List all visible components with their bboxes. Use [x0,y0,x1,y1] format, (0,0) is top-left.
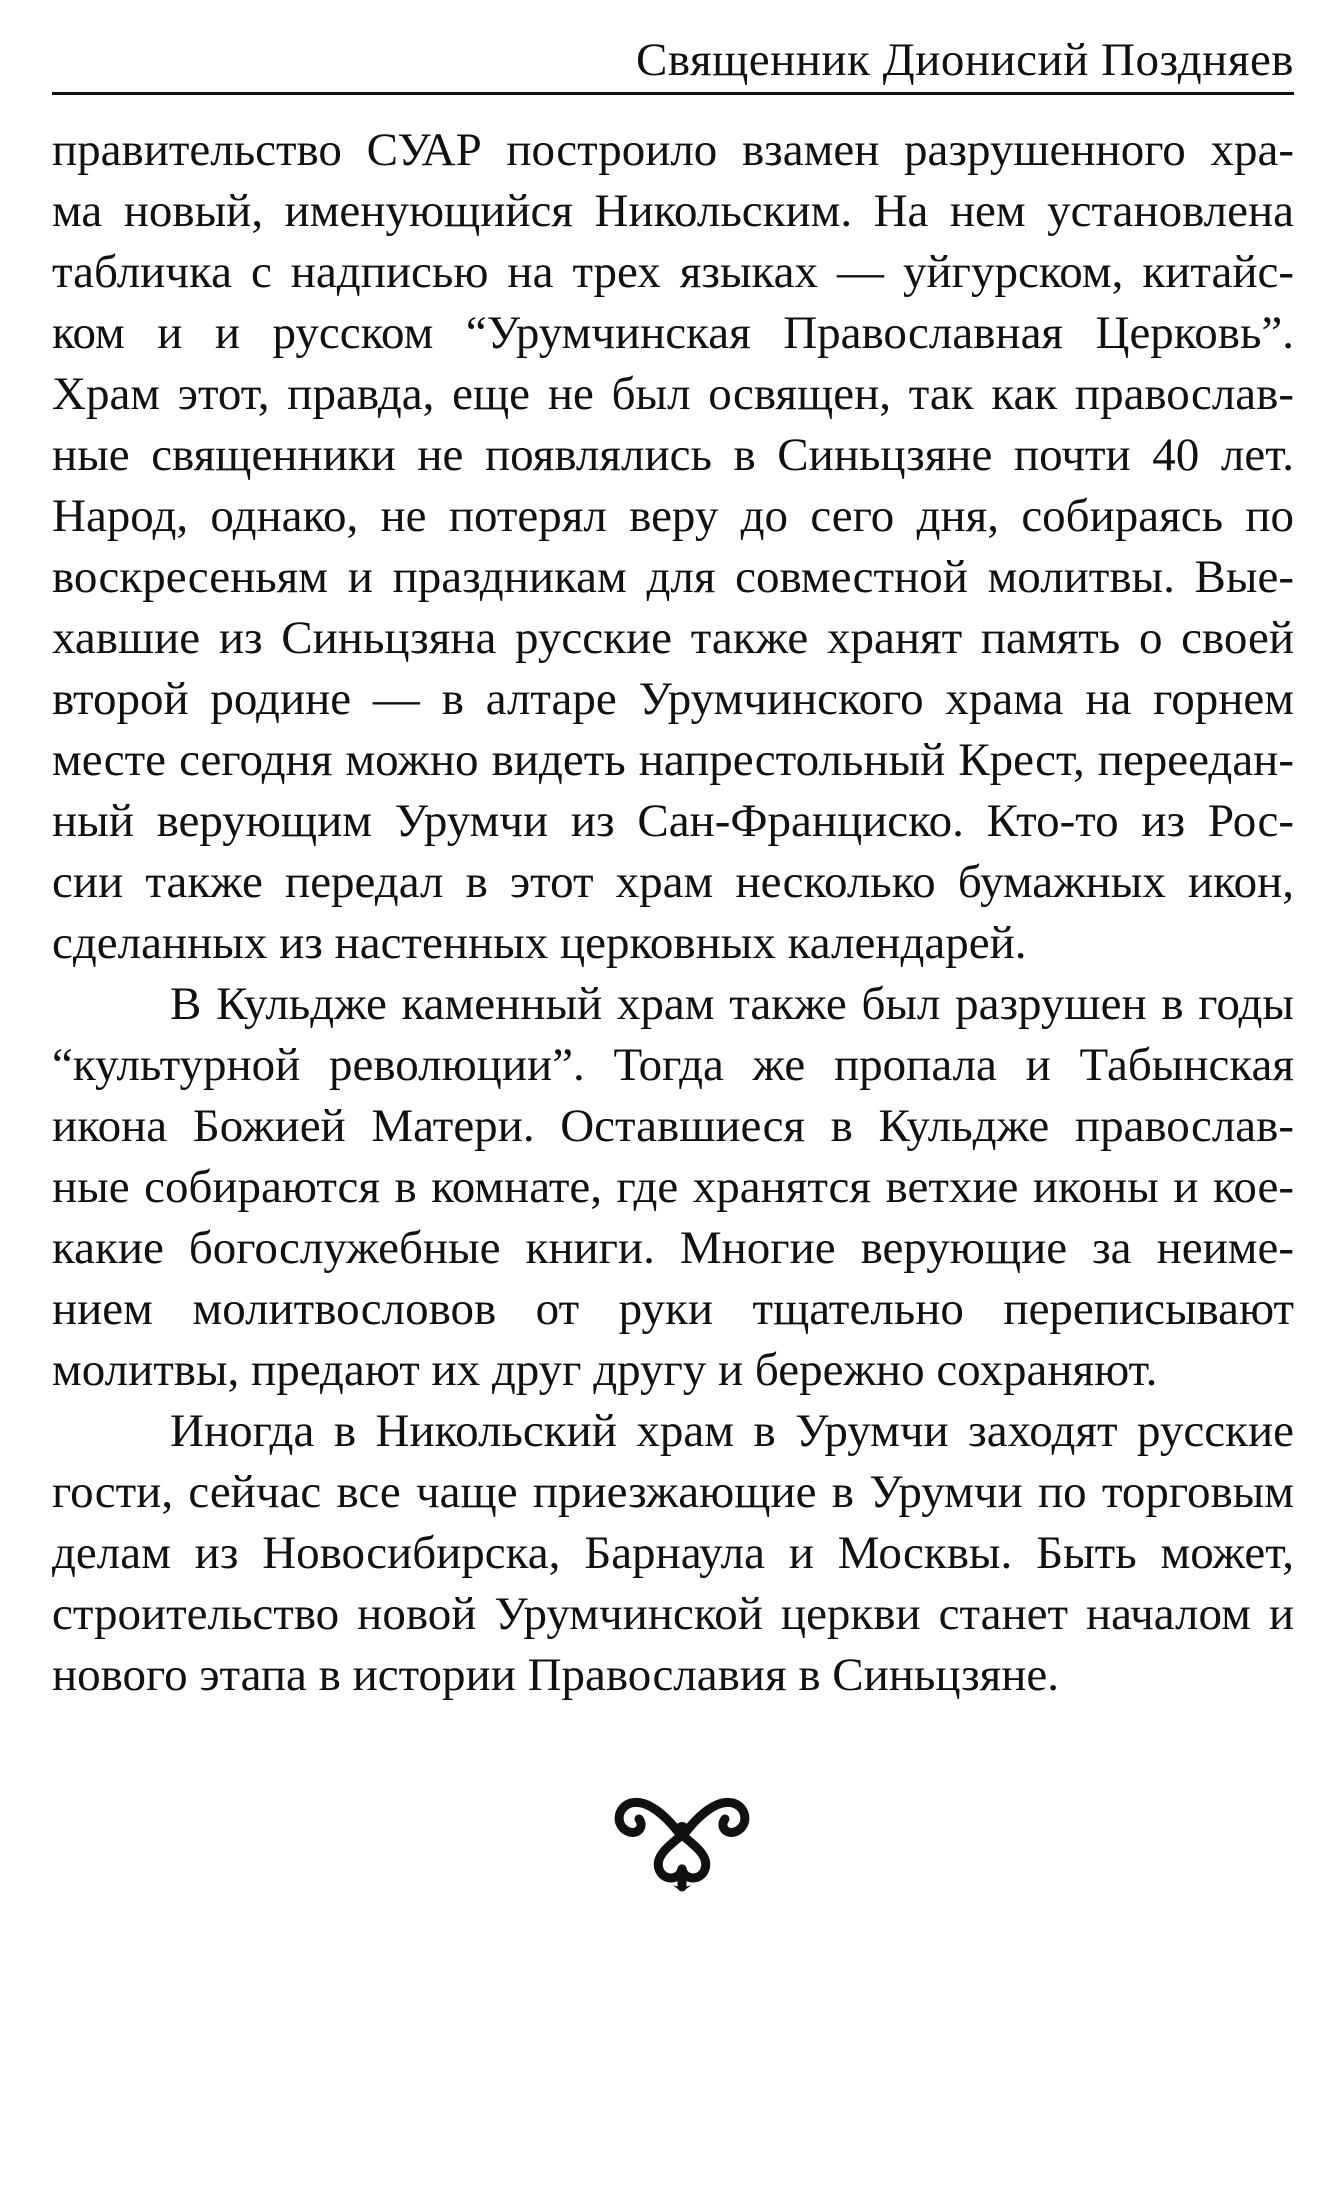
running-title: Священник Дионисий Поздняев [636,34,1294,86]
text-line: ные священники не появлялись в Синьцзяне почти 40 лет. [52,429,1294,481]
text-line: Народ, однако, не потерял веру до сего дня, собираясь по [52,490,1294,542]
paragraph-2 [52,974,1294,1401]
text-line: “культурной революции”. Тогда же пропала и Табынская [52,1039,1294,1091]
text-line: икона Божией Матери. Оставшиеся в Кульдже православ- [52,1100,1294,1152]
text-line: месте сегодня можно видеть напрестольный Крест, переедан- [52,734,1294,786]
text-line: воскресеньям и праздникам для совместной молитвы. Вые- [52,551,1294,603]
text-line: ные собираются в комнате, где хранятся ветхие иконы и кое- [52,1161,1294,1213]
text-line: молитвы, предают их друг другу и бережно сохраняют. [52,1344,1158,1396]
text-line: ком и и русском “Урумчинская Православная Церковь”. [52,307,1294,359]
paragraph-3 [52,1401,1294,1706]
text-line: табличка с надписью на трех языках — уйгурском, китайс- [52,246,1294,298]
text-line: делам из Новосибирска, Барнаула и Москвы. Быть может, [52,1527,1294,1579]
fleuron-ornament-icon [607,1785,757,1895]
body-text [52,120,1294,1706]
text-line: какие богослужебные книги. Многие верующие за неиме- [52,1222,1294,1274]
text-line: сделанных из настенных церковных календарей. [52,917,1027,969]
text-line: Храм этот, правда, еще не был освящен, так как православ- [52,368,1294,420]
text-line: правительство СУАР построило взамен разрушенного хра- [52,124,1294,176]
text-line: Иногда в Никольский храм в Урумчи заходят русские [170,1405,1294,1457]
text-line: нием молитвословов от руки тщательно переписывают [52,1283,1294,1335]
text-line: В Кульдже каменный храм также был разрушен в годы [170,978,1294,1030]
text-line: сии также передал в этот храм несколько бумажных икон, [52,856,1294,908]
text-line: ный верующим Урумчи из Сан-Франциско. Кто-то из Рос- [52,795,1294,847]
text-line: строительство новой Урумчинской церкви станет началом и [52,1588,1294,1640]
text-line: хавшие из Синьцзяна русские также хранят память о своей [52,612,1294,664]
paragraph-1 [52,120,1294,974]
text-line: ма новый, именующийся Никольским. На нем установлена [52,185,1294,237]
running-head [52,30,1294,95]
text-line: нового этапа в истории Православия в Синьцзяне. [52,1649,1060,1701]
text-line: гости, сейчас все чаще приезжающие в Урумчи по торговым [52,1466,1294,1518]
text-line: второй родине — в алтаре Урумчинского храма на горнем [52,673,1294,725]
